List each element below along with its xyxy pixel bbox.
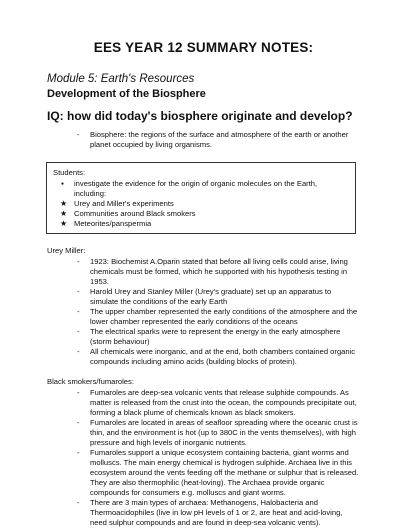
students-item: [59, 179, 349, 199]
list-item: - There are 3 main types of archaea: Methanogens, Halobacteria and Thermoacidophiles (live in low pH levels of 1 or 2, are heat and acid-loving, need sulphur compounds and are found in deep-sea volcanic vents).: [71, 498, 360, 528]
students-box: [46, 162, 356, 234]
inquiry-question: IQ: how did today's biosphere originate and develop?: [47, 109, 353, 123]
list-item: - Fumaroles are located in areas of seafloor spreading where the oceanic crust is thin, and the environment is hot (up to 380C in the vents themselves), with high pressure and high levels of inorganic nutrients.: [71, 418, 360, 448]
list-item: - All chemicals were inorganic, and at the end, both chambers contained organic compounds including amino acids (building blocks of protein).: [71, 347, 360, 367]
intro-point: - Biosphere: the regions of the surface and atmosphere of the earth or another planet occupied by living organisms.: [71, 130, 360, 150]
module-title: Module 5: Earth's Resources: [47, 73, 195, 85]
topic-heading: Development of the Biosphere: [47, 88, 206, 100]
list-item: - 1923: Biochemist A.Oparin stated that before all living cells could arise, living chemicals must be formed, which he supported with his hypothesis testing in 1953.: [71, 257, 360, 287]
list-item: - The upper chamber represented the early conditions of the atmosphere and the lower chamber represented the early conditions of the oceans: [71, 307, 360, 327]
document-title: EES YEAR 12 SUMMARY NOTES:: [93, 40, 314, 55]
list-item: - Fumaroles support a unique ecosystem containing bacteria, giant worms and molluscs. The main energy chemical is hydrogen sulphide. Archaea live in this ecosystem around the vents feeding off the methane or sulphur that is released. They are also thermophilic (heat-loving). The Archaea provide organic compounds for consumers e.g. molluscs and giant worms.: [71, 448, 360, 498]
urey-miller-list: [71, 257, 360, 367]
star-icon: ★: [60, 199, 68, 208]
students-item: [59, 209, 349, 219]
students-item-text: Communities around Black smokers: [74, 209, 196, 218]
students-list: [53, 179, 349, 229]
students-item: [59, 219, 349, 229]
urey-miller-section: [47, 246, 360, 367]
intro-list: [71, 130, 360, 150]
star-icon: ★: [60, 209, 68, 218]
students-heading: Students:: [53, 168, 86, 177]
black-smokers-section: [47, 377, 360, 528]
students-item-text: Urey and Miller's experiments: [74, 199, 174, 208]
black-smokers-list: [71, 388, 360, 528]
list-item: - Harold Urey and Stanley Miller (Urey's graduate) set up an apparatus to simulate the conditions of the early Earth: [71, 287, 360, 307]
list-item: - The electrical sparks were to represent the energy in the early atmosphere (storm behaviour): [71, 327, 360, 347]
section-heading: Urey Miller:: [47, 246, 86, 255]
students-item-text: Meteorites/panspermia: [74, 219, 152, 228]
students-item-text: investigate the evidence for the origin of organic molecules on the Earth, including:: [74, 179, 318, 198]
students-item: [59, 199, 349, 209]
star-icon: ★: [60, 219, 68, 228]
bullet-icon: ●: [61, 181, 65, 187]
section-heading: Black smokers/fumaroles:: [47, 377, 134, 386]
list-item: - Fumaroles are deep-sea volcanic vents that release sulphide compounds. As matter is released from the crust into the ocean, the compounds precipitate out, forming a black plume of chemicals known as black smokers.: [71, 388, 360, 418]
